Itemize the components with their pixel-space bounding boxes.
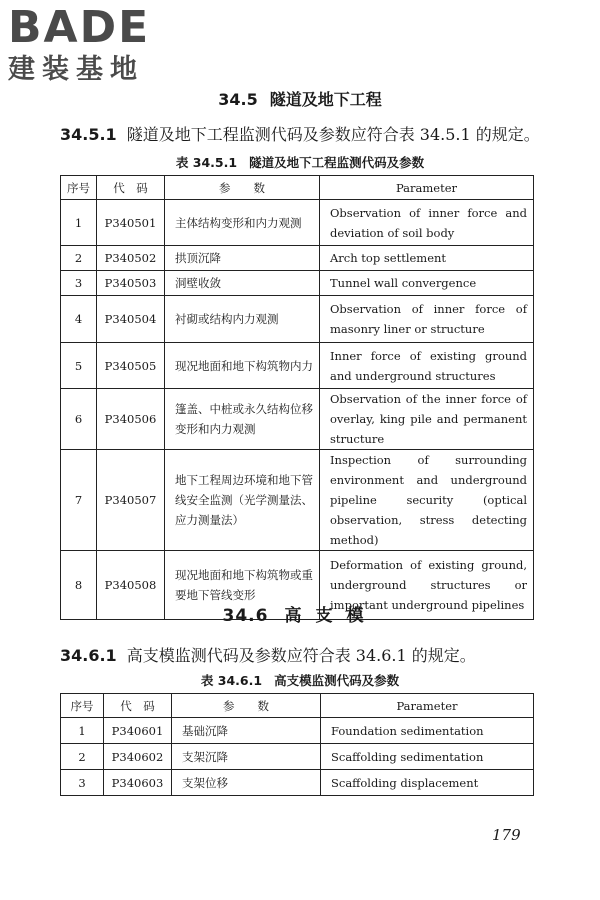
row-param: 支架位移 bbox=[172, 770, 321, 796]
row-code: P340601 bbox=[104, 718, 172, 744]
row-code: P340501 bbox=[97, 200, 165, 246]
header-code: 代 码 bbox=[97, 176, 165, 200]
row-code: P340505 bbox=[97, 343, 165, 389]
row-no: 5 bbox=[61, 343, 97, 389]
header-code: 代 码 bbox=[104, 694, 172, 718]
header-param: 参 数 bbox=[172, 694, 321, 718]
table-row bbox=[61, 200, 534, 246]
row-param: 拱顶沉降 bbox=[165, 246, 320, 271]
section-title: 隧道及地下工程 bbox=[269, 90, 382, 109]
row-param: 篷盖、中桩或永久结构位移变形和内力观测 bbox=[165, 389, 320, 450]
row-parameter: Observation of inner force of masonry liner or structure bbox=[320, 296, 534, 343]
row-param: 主体结构变形和内力观测 bbox=[165, 200, 320, 246]
row-no: 4 bbox=[61, 296, 97, 343]
row-parameter: Inspection of surrounding environment and underground pipeline security (optical observation, stress detecting method) bbox=[320, 450, 534, 551]
row-param: 衬砌或结构内力观测 bbox=[165, 296, 320, 343]
table-caption-number: 表 34.5.1 bbox=[175, 155, 238, 170]
table-caption-title: 高支模监测代码及参数 bbox=[274, 673, 400, 688]
row-code: P340602 bbox=[104, 744, 172, 770]
clause-number: 34.6.1 bbox=[60, 646, 117, 665]
table-row bbox=[61, 718, 534, 744]
row-no: 3 bbox=[61, 770, 104, 796]
table-row bbox=[61, 343, 534, 389]
row-no: 2 bbox=[61, 246, 97, 271]
row-param: 地下工程周边环境和地下管线安全监测（光学测量法、应力测量法） bbox=[165, 450, 320, 551]
row-no: 1 bbox=[61, 718, 104, 744]
header-no: 序号 bbox=[61, 176, 97, 200]
row-parameter: Scaffolding displacement bbox=[321, 770, 534, 796]
header-no: 序号 bbox=[61, 694, 104, 718]
section-number: 34.6 bbox=[222, 606, 269, 626]
logo-brand-text: BADE bbox=[8, 2, 151, 53]
section-heading-34-6 bbox=[0, 601, 600, 626]
table-row bbox=[61, 296, 534, 343]
table-row bbox=[61, 450, 534, 551]
page-number: 179 bbox=[492, 826, 521, 844]
header-parameter: Parameter bbox=[320, 176, 534, 200]
header-parameter: Parameter bbox=[321, 694, 534, 718]
row-param: 洞壁收敛 bbox=[165, 271, 320, 296]
row-code: P340603 bbox=[104, 770, 172, 796]
row-no: 2 bbox=[61, 744, 104, 770]
row-no: 1 bbox=[61, 200, 97, 246]
section-title: 高支模 bbox=[284, 606, 378, 626]
row-code: P340504 bbox=[97, 296, 165, 343]
row-no: 8 bbox=[61, 551, 97, 620]
header-param: 参 数 bbox=[165, 176, 320, 200]
row-param: 现况地面和地下构筑物内力 bbox=[165, 343, 320, 389]
table-header-row bbox=[61, 176, 534, 200]
table-row bbox=[61, 744, 534, 770]
section-number: 34.5 bbox=[218, 90, 258, 109]
row-code: P340507 bbox=[97, 450, 165, 551]
clause-text: 隧道及地下工程监测代码及参数应符合表 34.5.1 的规定。 bbox=[126, 125, 540, 144]
table-34-5-1 bbox=[60, 175, 534, 620]
row-code: P340508 bbox=[97, 551, 165, 620]
table-row bbox=[61, 271, 534, 296]
row-no: 7 bbox=[61, 450, 97, 551]
table-caption-title: 隧道及地下工程监测代码及参数 bbox=[249, 155, 425, 170]
row-code: P340506 bbox=[97, 389, 165, 450]
row-parameter: Deformation of existing ground, underground structures or important underground pipelines bbox=[320, 551, 534, 620]
row-parameter: Foundation sedimentation bbox=[321, 718, 534, 744]
clause-text: 高支模监测代码及参数应符合表 34.6.1 的规定。 bbox=[126, 646, 476, 665]
row-code: P340502 bbox=[97, 246, 165, 271]
row-param: 支架沉降 bbox=[172, 744, 321, 770]
table-caption-34-6-1 bbox=[0, 671, 600, 689]
row-parameter: Observation of the inner force of overlay, king pile and permanent structure bbox=[320, 389, 534, 450]
table-row bbox=[61, 770, 534, 796]
section-heading-34-5 bbox=[0, 87, 600, 110]
clause-number: 34.5.1 bbox=[60, 125, 117, 144]
brand-logo bbox=[8, 4, 178, 86]
clause-34-5-1 bbox=[60, 122, 540, 145]
row-code: P340503 bbox=[97, 271, 165, 296]
row-no: 6 bbox=[61, 389, 97, 450]
row-parameter: Arch top settlement bbox=[320, 246, 534, 271]
table-caption-number: 表 34.6.1 bbox=[200, 673, 263, 688]
table-header-row bbox=[61, 694, 534, 718]
table-row bbox=[61, 246, 534, 271]
row-parameter: Scaffolding sedimentation bbox=[321, 744, 534, 770]
table-34-6-1 bbox=[60, 693, 534, 796]
row-parameter: Observation of inner force and deviation of soil body bbox=[320, 200, 534, 246]
row-param: 现况地面和地下构筑物或重要地下管线变形 bbox=[165, 551, 320, 620]
row-param: 基础沉降 bbox=[172, 718, 321, 744]
table-row bbox=[61, 389, 534, 450]
row-no: 3 bbox=[61, 271, 97, 296]
clause-34-6-1 bbox=[60, 643, 476, 666]
logo-subtitle: 建装基地 bbox=[8, 54, 144, 85]
row-parameter: Tunnel wall convergence bbox=[320, 271, 534, 296]
table-caption-34-5-1 bbox=[0, 153, 600, 171]
row-parameter: Inner force of existing ground and underground structures bbox=[320, 343, 534, 389]
